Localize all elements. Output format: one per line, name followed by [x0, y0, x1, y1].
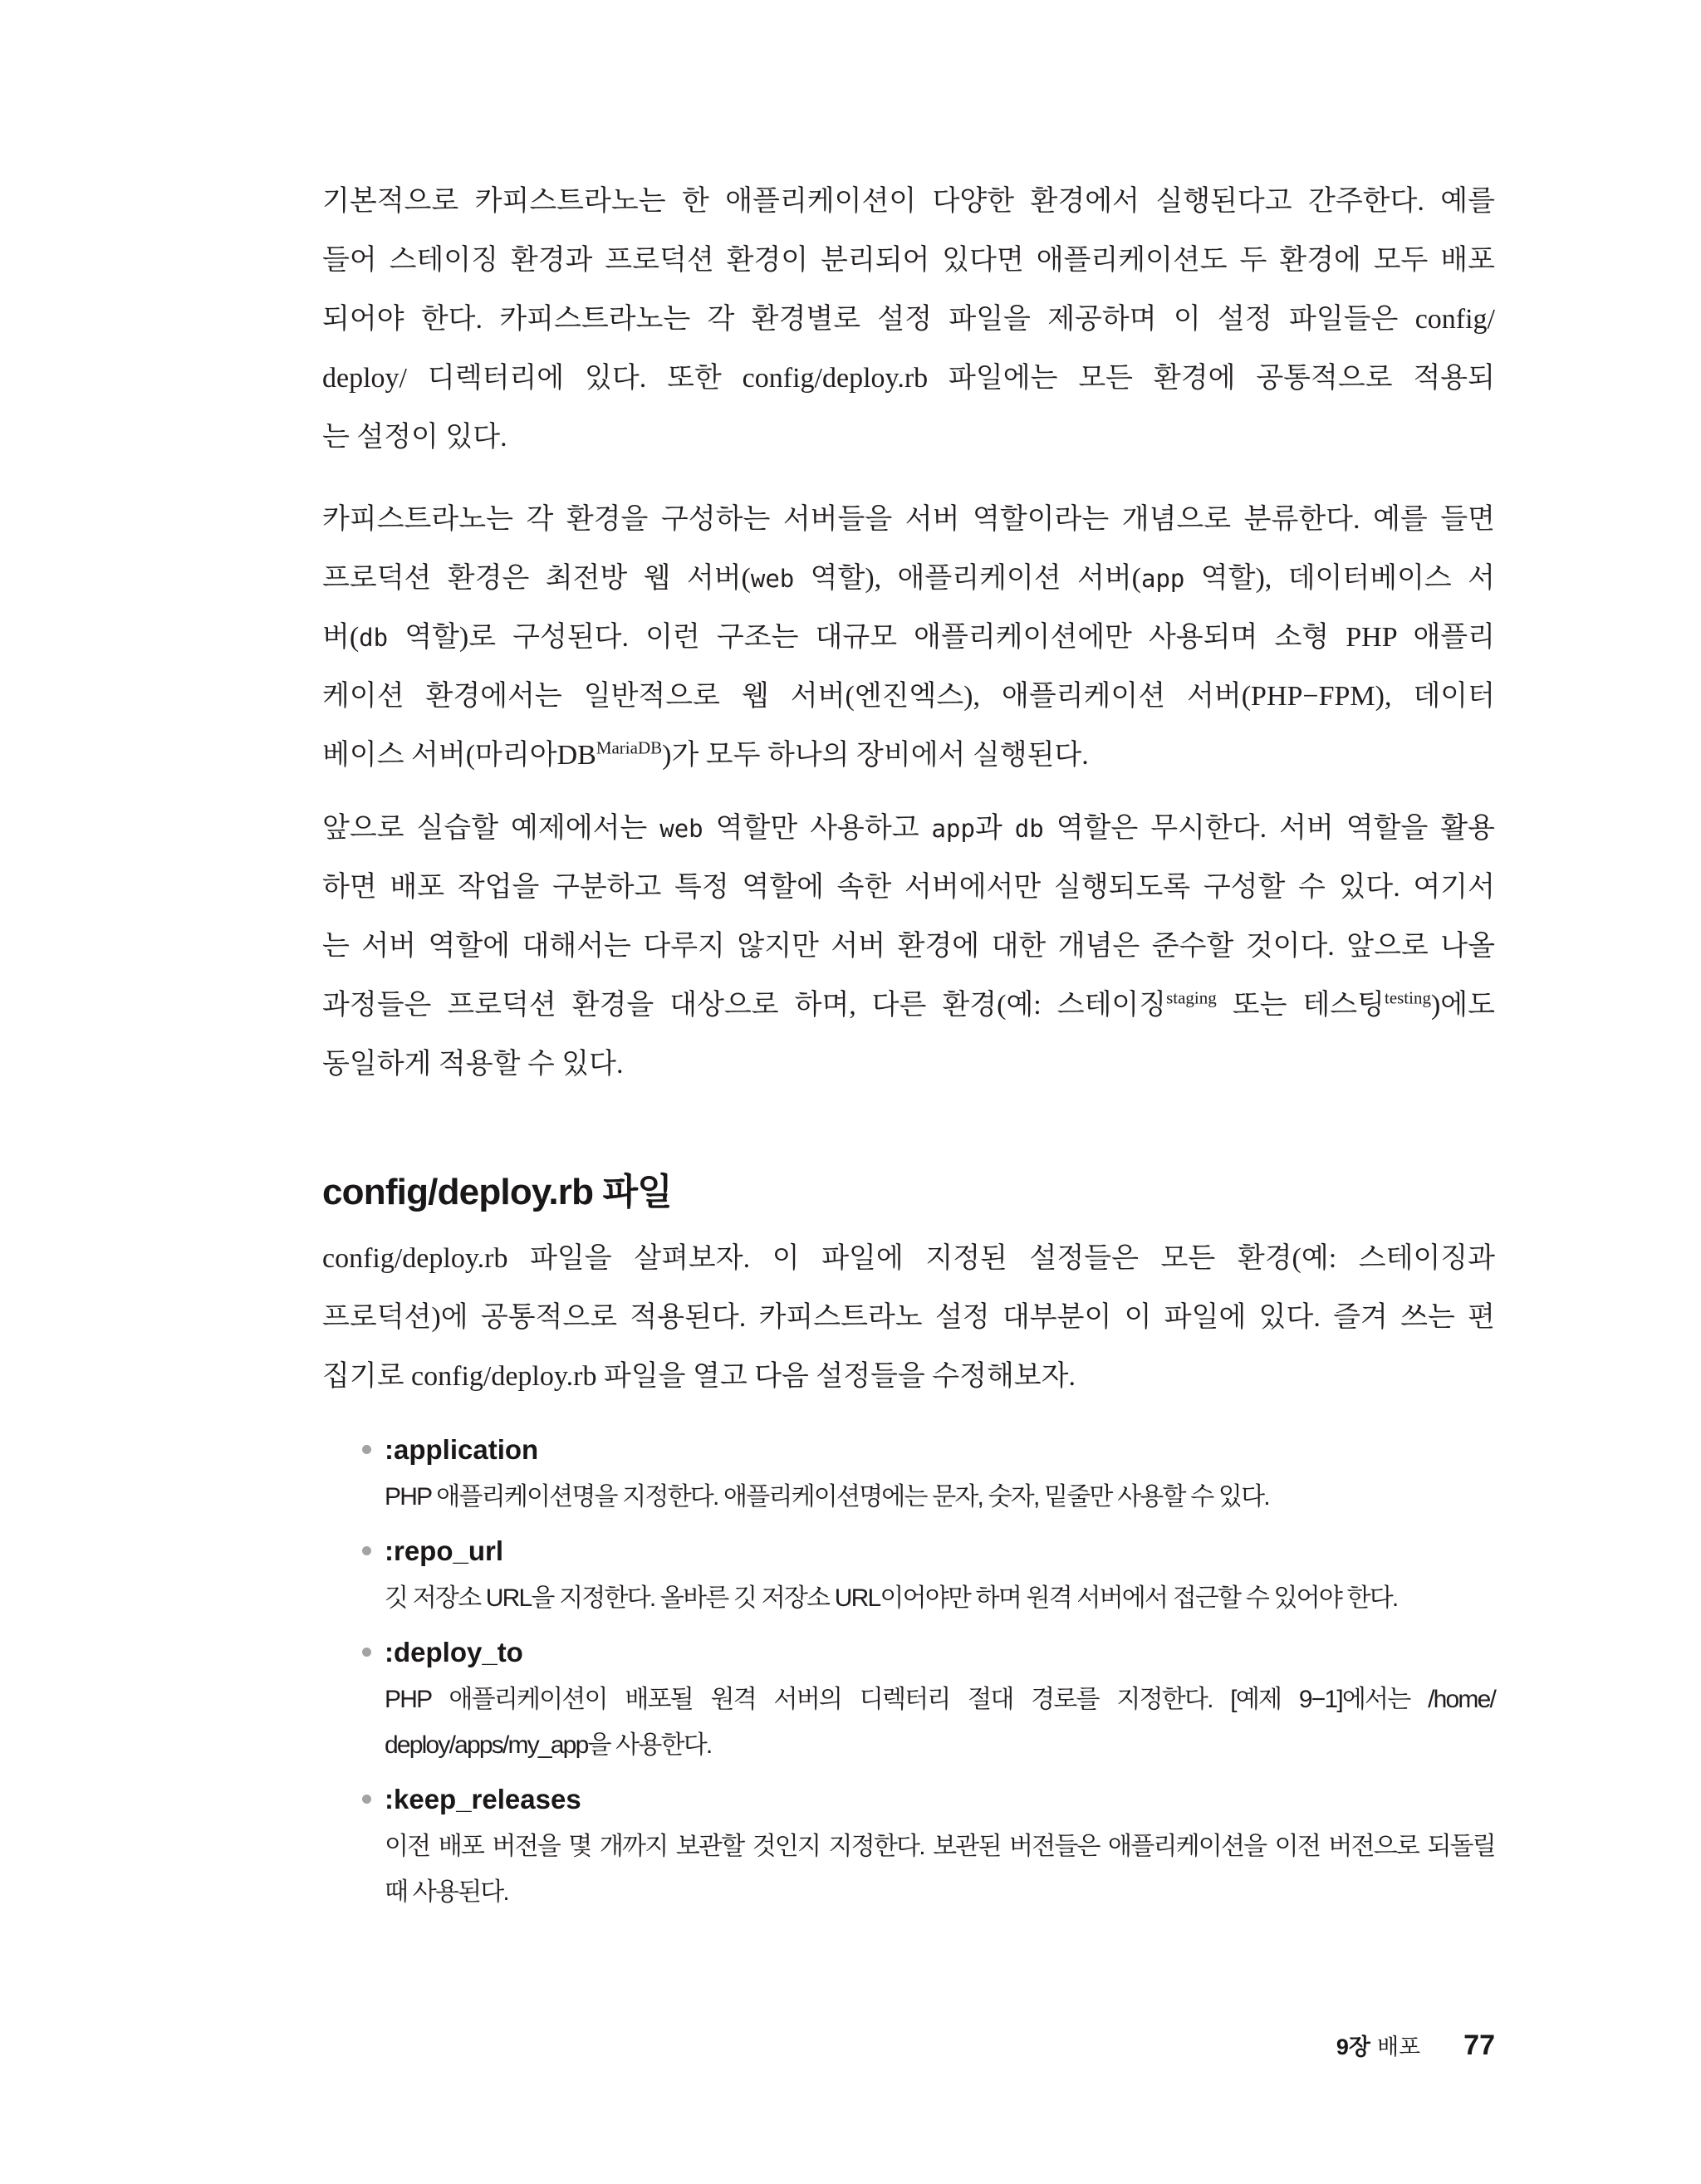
superscript-term: testing [1384, 987, 1431, 1008]
body-paragraph-server-roles [322, 490, 1495, 785]
text-run: 역할), 애플리케이션 서버( [794, 563, 1142, 594]
text-line [322, 290, 1495, 349]
text-run: 하면 배포 작업을 구분하고 특정 역할에 속한 서버에서만 실행되도록 구성할 수 있다. 여기서 [322, 872, 1495, 903]
text-line [322, 608, 1495, 667]
text-run: 역할), 데이터베이스 서 [1184, 563, 1495, 594]
chapter-title: 배포 [1377, 2035, 1421, 2059]
inline-code: db [1014, 815, 1044, 843]
text-line [322, 490, 1495, 549]
description-line: deploy/apps/my_app을 사용한다. [385, 1731, 712, 1759]
text-line [322, 976, 1495, 1035]
text-run: )에도 [1430, 990, 1495, 1021]
text-line [322, 549, 1495, 608]
text-run: 는 서버 역할에 대해서는 다루지 않지만 서버 환경에 대한 개념은 준수할 것이다. 앞으로 나올 [322, 931, 1495, 962]
text-line [322, 1347, 1495, 1406]
setting-description [385, 1824, 1495, 1915]
setting-description [385, 1474, 1495, 1520]
inline-code: db [359, 624, 389, 652]
setting-name: :application [385, 1434, 539, 1465]
setting-item-application [385, 1430, 1495, 1520]
text-run: 역할만 사용하고 [703, 813, 932, 844]
setting-item-deploy-to [385, 1633, 1495, 1768]
bullet-dot-icon [362, 1546, 371, 1555]
text-line [322, 1035, 1495, 1094]
text-run: 프로덕션 환경은 최전방 웹 서버( [322, 563, 751, 594]
text-run: 버( [322, 622, 360, 653]
setting-item-repo-url [385, 1531, 1495, 1621]
bullet-dot-icon [362, 1648, 371, 1657]
text-run: 역할은 무시한다. 서버 역할을 활용 [1043, 813, 1495, 844]
text-line [322, 799, 1495, 858]
body-paragraph-web-role [322, 799, 1495, 1094]
text-run: 베이스 서버(마리아DB [322, 740, 596, 771]
text-run: 과정들은 프로덕션 환경을 대상으로 하며, 다른 환경(예: 스테이징 [322, 990, 1167, 1021]
inline-code: web [750, 565, 795, 593]
setting-name: :deploy_to [385, 1637, 523, 1667]
text-run: 동일하게 적용할 수 있다. [322, 1049, 624, 1080]
description-line: 이전 배포 버전을 몇 개까지 보관할 것인지 지정한다. 보관된 버전들은 애플리케이션을 이전 버전으로 되돌릴 [385, 1833, 1495, 1860]
text-run: 기본적으로 카피스트라노는 한 애플리케이션이 다양한 환경에서 실행된다고 간주한다. 예를 [322, 186, 1495, 217]
text-line [322, 667, 1495, 726]
page-number: 77 [1463, 2030, 1495, 2061]
description-line: PHP 애플리케이션명을 지정한다. 애플리케이션명에는 문자, 숫자, 밑줄만 사용할 수 있다. [385, 1483, 1269, 1511]
setting-description [385, 1575, 1495, 1621]
text-run: 또는 테스팅 [1216, 990, 1385, 1021]
bullet-dot-icon [362, 1445, 371, 1454]
text-run: 케이션 환경에서는 일반적으로 웹 서버(엔진엑스), 애플리케이션 서버(PHP−FPM), 데이터 [322, 681, 1495, 712]
section-intro-paragraph [322, 1229, 1495, 1406]
text-run: 카피스트라노는 각 환경을 구성하는 서버들을 서버 역할이라는 개념으로 분류한다. 예를 들면 [322, 504, 1495, 535]
text-line [322, 726, 1495, 785]
bullet-dot-icon [362, 1795, 371, 1804]
text-line [322, 172, 1495, 231]
superscript-term: MariaDB [596, 737, 663, 758]
description-line: PHP 애플리케이션이 배포될 원격 서버의 디렉터리 절대 경로를 지정한다. [예제 9−1]에서는 /home/ [385, 1686, 1495, 1713]
page-footer [1336, 2029, 1495, 2062]
setting-name: :keep_releases [385, 1784, 581, 1814]
chapter-number: 9장 [1336, 2035, 1370, 2059]
text-line [322, 1229, 1495, 1288]
text-line [322, 917, 1495, 976]
text-run: deploy/ 디렉터리에 있다. 또한 config/deploy.rb 파일에는 모든 환경에 공통적으로 적용되 [322, 363, 1495, 394]
inline-code: app [1141, 565, 1185, 593]
description-line: 깃 저장소 URL을 지정한다. 올바른 깃 저장소 URL이어야만 하며 원격 서버에서 접근할 수 있어야 한다. [385, 1584, 1398, 1612]
setting-description [385, 1677, 1495, 1768]
text-line [322, 349, 1495, 408]
text-run: 과 [974, 813, 1015, 844]
text-run: 역할)로 구성된다. 이런 구조는 대규모 애플리케이션에만 사용되며 소형 PHP 애플리 [388, 622, 1495, 653]
text-run: 들어 스테이징 환경과 프로덕션 환경이 분리되어 있다면 애플리케이션도 두 환경에 모두 배포 [322, 245, 1495, 276]
superscript-term: staging [1166, 987, 1217, 1008]
inline-code: web [659, 815, 703, 843]
text-line [322, 408, 1495, 467]
text-run: 프로덕션)에 공통적으로 적용된다. 카피스트라노 설정 대부분이 이 파일에 있다. 즐겨 쓰는 편 [322, 1302, 1495, 1333]
description-line: 때 사용된다. [385, 1878, 508, 1906]
setting-name: :repo_url [385, 1535, 504, 1566]
setting-item-keep-releases [385, 1780, 1495, 1915]
text-run: 는 설정이 있다. [322, 422, 507, 453]
text-run: )가 모두 하나의 장비에서 실행된다. [662, 740, 1089, 771]
text-line [322, 231, 1495, 290]
text-line [322, 858, 1495, 917]
text-run: 되어야 한다. 카피스트라노는 각 환경별로 설정 파일을 제공하며 이 설정 파일들은 config/ [322, 304, 1495, 335]
text-run: 집기로 config/deploy.rb 파일을 열고 다음 설정들을 수정해보자. [322, 1361, 1076, 1392]
settings-list [385, 1430, 1495, 1927]
section-heading: config/deploy.rb 파일 [322, 1172, 672, 1212]
text-run: 앞으로 실습할 예제에서는 [322, 813, 660, 844]
body-paragraph-environments [322, 172, 1495, 467]
text-line [322, 1288, 1495, 1347]
text-run: config/deploy.rb 파일을 살펴보자. 이 파일에 지정된 설정들은 모든 환경(예: 스테이징과 [322, 1243, 1495, 1274]
inline-code: app [931, 815, 975, 843]
